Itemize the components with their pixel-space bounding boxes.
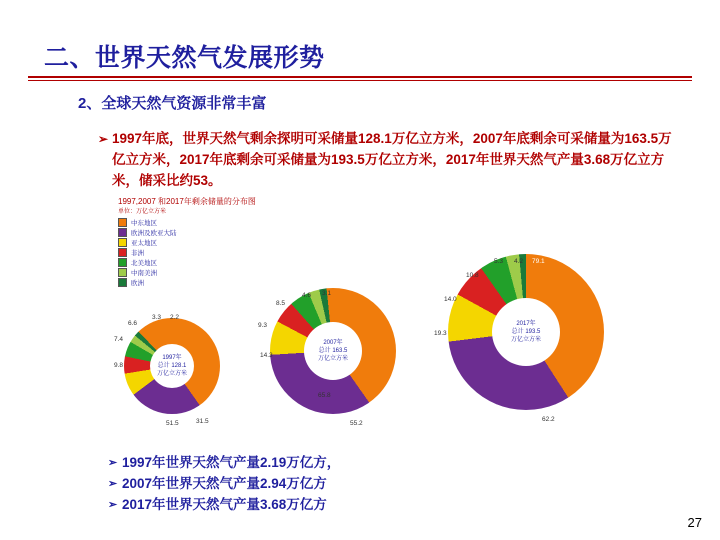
section-subtitle: 2、全球天然气资源非常丰富 <box>78 95 267 112</box>
pie-center-1997 <box>150 344 194 388</box>
bullet-icon: ➢ <box>108 499 118 511</box>
bottom-bullet-item <box>108 473 340 494</box>
pie-label-2017-3: 14.0 <box>444 296 457 303</box>
legend-label: 中东地区 <box>131 220 157 227</box>
title-divider <box>28 76 692 78</box>
legend-swatch-icon <box>118 238 127 247</box>
legend-label: 欧洲 <box>131 280 144 287</box>
pie-center-line: 2007年 <box>323 340 343 346</box>
pie-label-1997-0: 51.5 <box>166 420 179 427</box>
pie-label-1997-2: 9.8 <box>114 362 124 369</box>
page-title: 二、世界天然气发展形势 <box>44 44 325 72</box>
legend-item <box>118 258 177 267</box>
bottom-bullet-list <box>108 452 340 515</box>
legend-item <box>118 268 177 277</box>
pie-center-line: 总计 128.1 <box>157 363 187 369</box>
pie-label-1997-4: 6.6 <box>128 320 138 327</box>
legend-swatch-icon <box>118 228 127 237</box>
bullet-icon: ➢ <box>108 478 118 490</box>
legend-label: 亚太地区 <box>131 240 157 247</box>
pie-center-line: 万亿立方米 <box>510 337 541 343</box>
main-paragraph-text: 1997年底，世界天然气剩余探明可采储量128.1万亿立方米，2007年底剩余可采储量为163.5万亿立方米，2017年底剩余可采储量为193.5万亿立方米，2017年世界天然气产量3.68万亿立方米，储采比约 <box>112 131 672 188</box>
legend-item <box>118 228 177 237</box>
pie-center-line: 万亿立方米 <box>317 356 348 362</box>
chart-title: 1997,2007 和2017年剩余储量的分布图 <box>118 197 256 206</box>
legend-label: 非洲 <box>131 250 144 257</box>
legend-item <box>118 248 177 257</box>
pie-label-2017-1: 62.2 <box>542 416 555 423</box>
pie-label-1997-1: 31.5 <box>196 418 209 425</box>
page-number: 27 <box>687 515 702 530</box>
pie-center-line: 万亿立方米 <box>156 371 187 377</box>
charts-container <box>100 196 700 446</box>
legend-label: 中南美洲 <box>131 270 157 277</box>
legend-label: 北美地区 <box>131 260 157 267</box>
pie-label-2017-6: 4.2 <box>514 258 524 265</box>
legend-swatch-icon <box>118 218 127 227</box>
pie-center-line: 总计 163.5 <box>318 348 348 354</box>
legend-label: 欧洲及欧亚大陆 <box>131 230 177 237</box>
pie-label-2007-5: 4.6 <box>302 292 312 299</box>
pie-label-2007-2: 14.3 <box>260 352 273 359</box>
pie-center-line: 1997年 <box>162 355 182 361</box>
legend-swatch-icon <box>118 258 127 267</box>
pie-center-line: 2017年 <box>516 321 536 327</box>
main-paragraph <box>98 128 682 191</box>
bottom-bullet-item <box>108 494 340 515</box>
pie-label-1997-6: 2.2 <box>170 314 180 321</box>
pie-label-2017-2: 19.3 <box>434 330 447 337</box>
bottom-bullet-text: 2007年世界天然气产量2.94万亿方 <box>122 476 327 491</box>
pie-label-2007-3: 9.3 <box>258 322 268 329</box>
pie-label-2017-5: 5.3 <box>494 258 504 265</box>
pie-center-line: 总计 193.5 <box>511 329 541 335</box>
pie-chart-2007 <box>270 288 396 414</box>
title-divider-secondary <box>28 80 692 81</box>
main-paragraph-tail: 53。 <box>193 173 222 188</box>
pie-label-1997-5: 3.3 <box>152 314 162 321</box>
pie-label-2007-0: 65.8 <box>318 392 331 399</box>
pie-chart-1997 <box>124 318 220 414</box>
pie-label-2017-0: 79.1 <box>532 258 545 265</box>
bottom-bullet-text: 2017年世界天然气产量3.68万亿方 <box>122 497 327 512</box>
legend-item <box>118 278 177 287</box>
bottom-bullet-text: 1997年世界天然气产量2.19万亿方， <box>122 455 341 470</box>
legend-swatch-icon <box>118 278 127 287</box>
legend-item <box>118 218 177 227</box>
chart-legend <box>118 218 177 288</box>
pie-label-2017-4: 10.8 <box>466 272 479 279</box>
pie-center-2017 <box>492 298 560 366</box>
bullet-icon: ➢ <box>98 132 109 146</box>
chart-subtitle: 单位：万亿立方米 <box>118 209 167 215</box>
legend-swatch-icon <box>118 248 127 257</box>
bottom-bullet-item <box>108 452 340 473</box>
pie-label-2007-4: 8.5 <box>276 300 286 307</box>
pie-label-2007-6: 3.1 <box>322 290 332 297</box>
legend-swatch-icon <box>118 268 127 277</box>
pie-label-2007-1: 55.2 <box>350 420 363 427</box>
bullet-icon: ➢ <box>108 457 118 469</box>
pie-center-2007 <box>304 322 362 380</box>
pie-label-1997-3: 7.4 <box>114 336 124 343</box>
legend-item <box>118 238 177 247</box>
